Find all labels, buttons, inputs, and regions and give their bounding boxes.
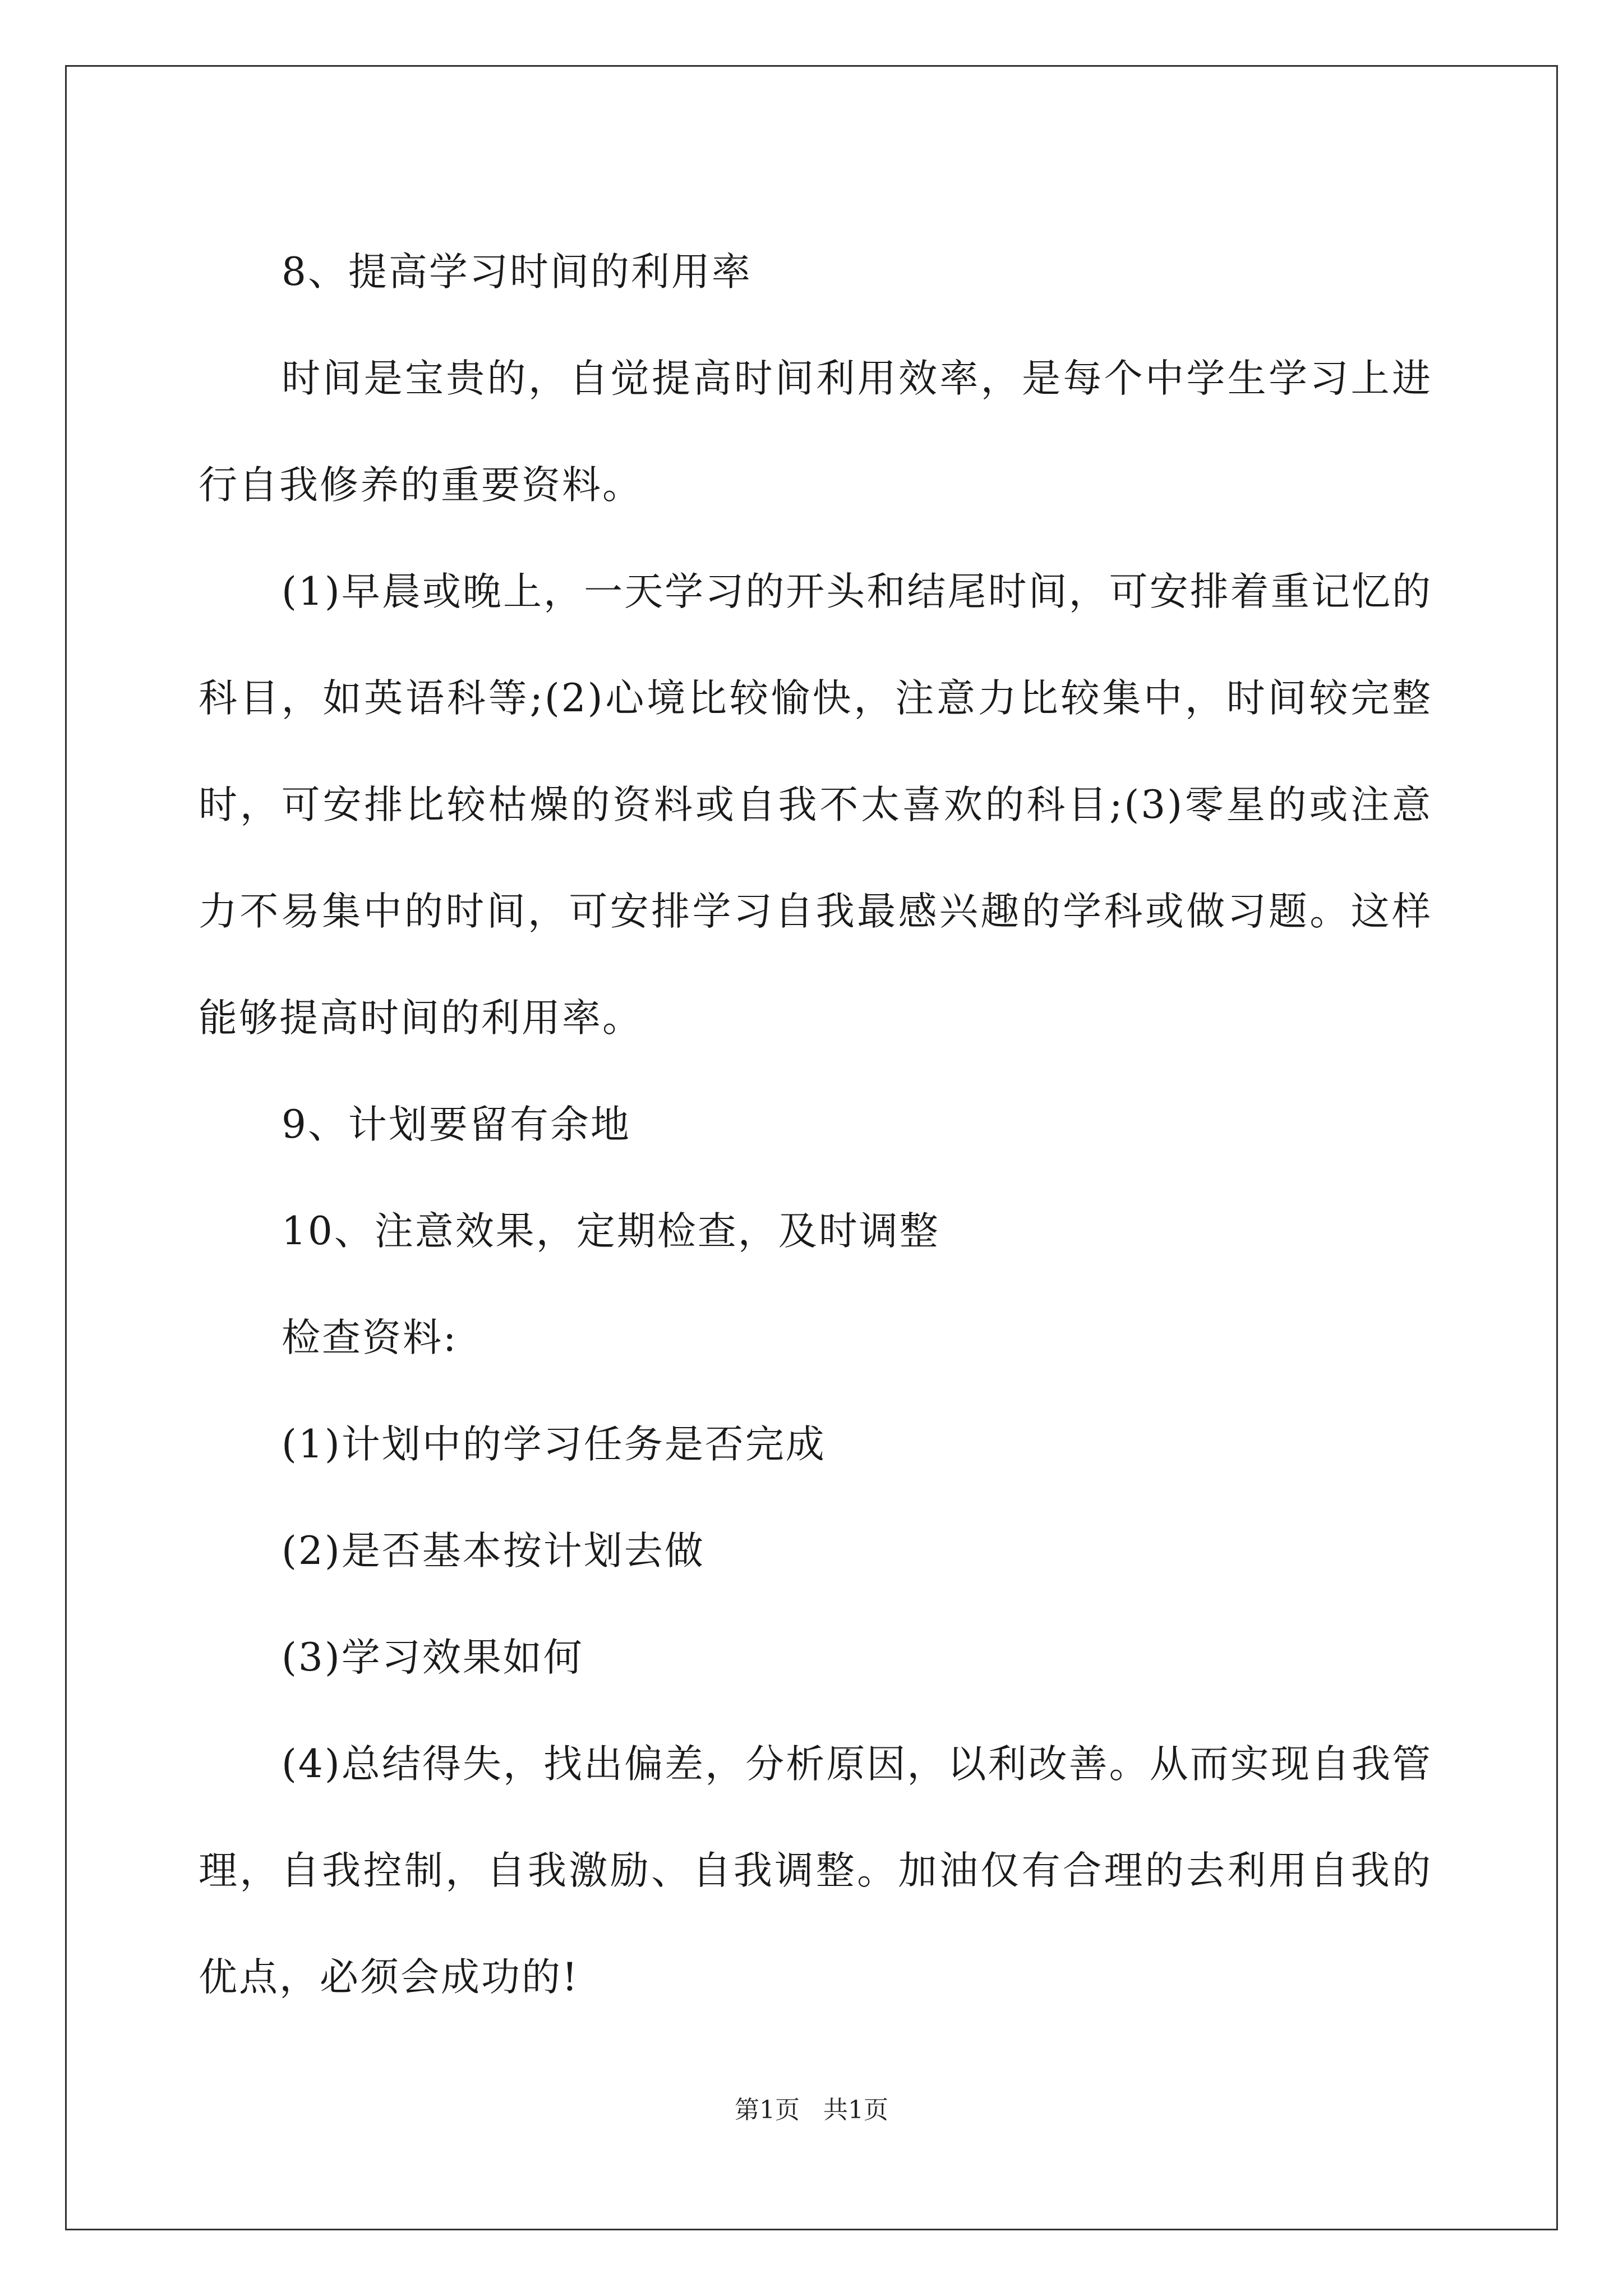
page-number: 第1页 bbox=[735, 2096, 800, 2124]
page-footer bbox=[0, 2093, 1623, 2127]
paragraph: 时间是宝贵的，自觉提高时间利用效率，是每个中学生学习上进行自我修养的重要资料。 bbox=[199, 356, 1432, 508]
page-total: 共1页 bbox=[823, 2096, 888, 2124]
section-heading-8: 8、提高学习时间的利用率 bbox=[282, 250, 752, 295]
list-item: (3)学习效果如何 bbox=[282, 1635, 584, 1680]
list-item: (4)总结得失，找出偏差，分析原因，以利改善。从而实现自我管理，自我控制，自我激励、自我调整。加油仅有合理的去利用自我的优点，必须会成功的! bbox=[199, 1742, 1432, 2000]
paragraph: (1)早晨或晚上，一天学习的开头和结尾时间，可安排着重记忆的科目，如英语科等;(2)心境比较愉快，注意力比较集中，时间较完整时，可安排比较枯燥的资料或自我不太喜欢的科目;(3)零星的或注意力不易集中的时间，可安排学习自我最感兴趣的学科或做习题。这样能够提高时间的利用率。 bbox=[199, 569, 1432, 1041]
section-heading-10: 10、注意效果，定期检查，及时调整 bbox=[282, 1209, 940, 1254]
list-item: (2)是否基本按计划去做 bbox=[282, 1529, 705, 1573]
document-body bbox=[199, 219, 1432, 2031]
section-heading-9: 9、计划要留有余地 bbox=[282, 1102, 631, 1147]
paragraph: 检查资料: bbox=[282, 1315, 458, 1360]
list-item: (1)计划中的学习任务是否完成 bbox=[282, 1422, 826, 1467]
